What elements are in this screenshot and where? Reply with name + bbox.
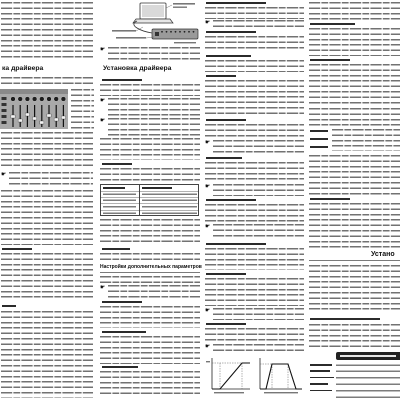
body-text bbox=[1, 77, 93, 86]
body-text bbox=[213, 344, 304, 353]
body-text bbox=[309, 2, 400, 20]
laptop-icon bbox=[133, 3, 173, 23]
body-text bbox=[108, 118, 200, 136]
pointing-hand-icon bbox=[205, 184, 210, 190]
list-label bbox=[310, 146, 328, 148]
subheading bbox=[102, 248, 130, 250]
subheading bbox=[102, 331, 146, 333]
body-text bbox=[205, 124, 304, 138]
body-text bbox=[205, 248, 304, 270]
graph-right bbox=[260, 358, 302, 393]
body-text bbox=[332, 129, 400, 151]
body-text bbox=[213, 20, 304, 28]
body-text bbox=[1, 311, 93, 398]
pointing-hand-icon bbox=[100, 118, 105, 124]
list-label bbox=[310, 138, 328, 140]
pointing-hand-icon bbox=[100, 47, 105, 53]
body-text bbox=[205, 36, 304, 52]
body-text bbox=[100, 276, 200, 284]
spec-label bbox=[310, 383, 328, 385]
subheading bbox=[206, 199, 256, 201]
table-cell bbox=[142, 191, 197, 216]
section-header-bar bbox=[336, 352, 400, 360]
divider bbox=[309, 260, 400, 261]
subheading bbox=[310, 23, 355, 25]
pointing-hand-icon bbox=[205, 20, 210, 26]
body-text bbox=[309, 28, 400, 56]
spec-values bbox=[336, 362, 400, 398]
subheading bbox=[102, 79, 142, 81]
spec-label bbox=[310, 370, 330, 372]
subheading bbox=[102, 301, 142, 303]
table-column-divider bbox=[139, 185, 140, 215]
body-text bbox=[100, 84, 200, 96]
subheading bbox=[206, 2, 266, 4]
body-text bbox=[309, 108, 400, 126]
section-heading: Настройки дополнительных параметров bbox=[100, 264, 202, 270]
subheading bbox=[206, 243, 266, 245]
body-text bbox=[1, 190, 93, 245]
body-text bbox=[213, 184, 304, 196]
subheading bbox=[310, 198, 350, 200]
subheading bbox=[206, 75, 236, 77]
controller-photo bbox=[0, 89, 68, 129]
body-text bbox=[205, 60, 304, 72]
subheading bbox=[2, 305, 16, 307]
body-text bbox=[213, 224, 304, 240]
body-text bbox=[205, 7, 304, 19]
pointing-hand-icon bbox=[100, 98, 105, 104]
body-text bbox=[309, 265, 400, 313]
body-text bbox=[205, 328, 304, 342]
body-text bbox=[1, 253, 93, 301]
pointing-hand-icon bbox=[205, 224, 210, 230]
body-text bbox=[108, 285, 200, 299]
pointing-hand-icon bbox=[1, 172, 6, 178]
body-text bbox=[100, 253, 200, 261]
table-header-cell bbox=[103, 187, 125, 189]
subheading bbox=[206, 31, 256, 33]
body-text bbox=[1, 2, 93, 59]
section-header-text bbox=[340, 355, 396, 356]
pointing-hand-icon bbox=[205, 344, 210, 350]
body-text bbox=[108, 47, 200, 61]
subheading bbox=[310, 318, 380, 320]
subheading bbox=[206, 55, 251, 57]
subheading bbox=[310, 59, 350, 61]
body-text bbox=[309, 155, 400, 195]
body-text bbox=[71, 89, 94, 129]
parameter-curve-graph bbox=[206, 356, 304, 396]
body-text bbox=[205, 204, 304, 222]
body-text bbox=[309, 324, 400, 350]
body-text bbox=[100, 168, 200, 182]
pointing-hand-icon bbox=[205, 140, 210, 146]
body-text bbox=[108, 98, 200, 116]
subheading bbox=[102, 163, 132, 165]
section-heading: Установка драйвера bbox=[103, 65, 172, 72]
spec-label bbox=[310, 364, 332, 366]
spec-label bbox=[310, 390, 332, 392]
subheading bbox=[206, 273, 246, 275]
body-text bbox=[9, 172, 93, 186]
body-text bbox=[205, 278, 304, 306]
body-text bbox=[309, 64, 400, 104]
body-text bbox=[213, 308, 304, 320]
body-text bbox=[100, 336, 200, 364]
body-text bbox=[309, 203, 400, 249]
body-text bbox=[205, 162, 304, 182]
settings-table bbox=[100, 184, 199, 216]
body-text bbox=[100, 138, 200, 160]
spec-label bbox=[310, 377, 334, 379]
divider bbox=[100, 272, 200, 273]
table-header-cell bbox=[142, 187, 172, 189]
body-text bbox=[100, 306, 200, 328]
table-cell bbox=[103, 191, 136, 216]
body-text bbox=[205, 80, 304, 116]
body-text bbox=[100, 219, 200, 245]
section-heading: ка драйвера bbox=[2, 65, 44, 72]
body-text bbox=[100, 371, 200, 398]
laptop-usb-controller-diagram bbox=[110, 0, 200, 46]
subheading bbox=[206, 323, 246, 325]
subheading bbox=[206, 157, 242, 159]
subheading bbox=[2, 248, 32, 250]
controller-diagram bbox=[152, 29, 198, 39]
subheading bbox=[206, 119, 246, 121]
section-heading: Устано bbox=[371, 251, 395, 258]
body-text bbox=[1, 132, 93, 170]
graph-left bbox=[206, 358, 250, 393]
body-text bbox=[213, 140, 304, 154]
pointing-hand-icon bbox=[205, 308, 210, 314]
pointing-hand-icon bbox=[100, 285, 105, 291]
list-label bbox=[310, 130, 328, 132]
subheading bbox=[102, 366, 138, 368]
